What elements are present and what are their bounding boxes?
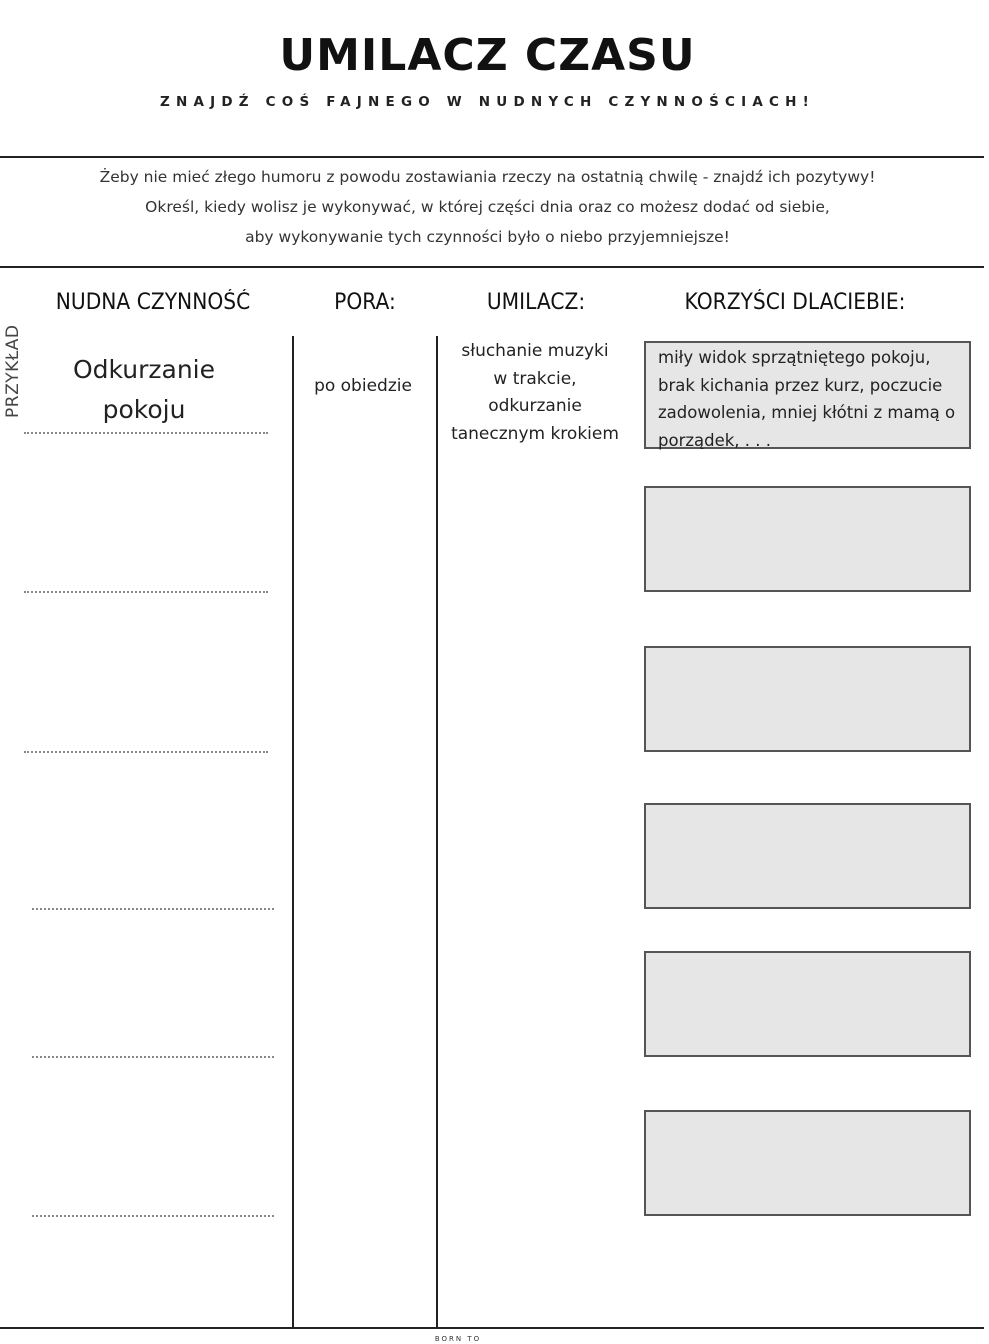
example-sweetener-line-3: odkurzanie <box>488 396 582 416</box>
divider-top <box>0 156 984 158</box>
column-header-sweetener: UMILACZ: <box>486 290 586 315</box>
example-sweetener-line-1: słuchanie muzyki <box>461 341 609 361</box>
example-activity-line-1: Odkurzanie <box>73 355 215 384</box>
intro-line-1: Żeby nie mieć złego humoru z powodu zostawiania rzeczy na ostatnią chwilę - znajdź ich pozytywy! <box>99 168 876 186</box>
activity-line-example <box>24 432 268 434</box>
page-title: UMILACZ CZASU <box>279 30 696 81</box>
column-header-benefits: KORZYŚCI DLACIEBIE: <box>684 290 906 315</box>
example-benefits-line-2: brak kichania przez kurz, poczucie <box>658 375 943 395</box>
example-sweetener-line-4: tanecznym krokiem <box>451 423 619 444</box>
activity-line-4[interactable] <box>32 1056 274 1058</box>
benefits-box-3[interactable] <box>644 803 971 909</box>
example-benefits-line-4: porządek, . . . <box>658 430 772 450</box>
activity-line-2[interactable] <box>24 751 268 753</box>
column-header-activity: NUDNA CZYNNOŚĆ <box>55 290 251 315</box>
benefits-box-5[interactable] <box>644 1110 971 1216</box>
column-header-time: PORA: <box>334 290 396 315</box>
example-sweetener-line-2: w trakcie, <box>493 368 577 389</box>
example-sweetener <box>440 338 630 448</box>
benefits-box-2[interactable] <box>644 646 971 752</box>
example-label: PRZYKŁAD <box>3 324 23 418</box>
divider-footer <box>0 1327 984 1329</box>
benefits-box-1[interactable] <box>644 486 971 592</box>
column-divider-2 <box>436 336 438 1328</box>
column-divider-1 <box>292 336 294 1328</box>
activity-line-5[interactable] <box>32 1215 274 1217</box>
footer-logo-text: BORN TO <box>434 1335 482 1343</box>
example-benefits-line-3: zadowolenia, mniej kłótni z mamą o <box>658 403 956 422</box>
divider-bottom <box>0 266 984 268</box>
benefits-box-4[interactable] <box>644 951 971 1057</box>
example-benefits-line-1: miły widok sprzątniętego pokoju, <box>658 348 931 367</box>
intro-line-2: Określ, kiedy wolisz je wykonywać, w której części dnia oraz co możesz dodać od siebie, <box>145 198 830 216</box>
example-time: po obiedzie <box>314 376 412 396</box>
example-benefits <box>658 344 980 454</box>
example-activity <box>30 350 258 430</box>
page-subtitle: ZNAJDŹ COŚ FAJNEGO W NUDNYCH CZYNNOŚCIACH! <box>160 94 815 110</box>
example-activity-line-2: pokoju <box>102 395 186 424</box>
intro-line-3: aby wykonywanie tych czynności było o niebo przyjemniejsze! <box>245 228 730 246</box>
activity-line-3[interactable] <box>32 908 274 910</box>
activity-line-1[interactable] <box>24 591 268 593</box>
